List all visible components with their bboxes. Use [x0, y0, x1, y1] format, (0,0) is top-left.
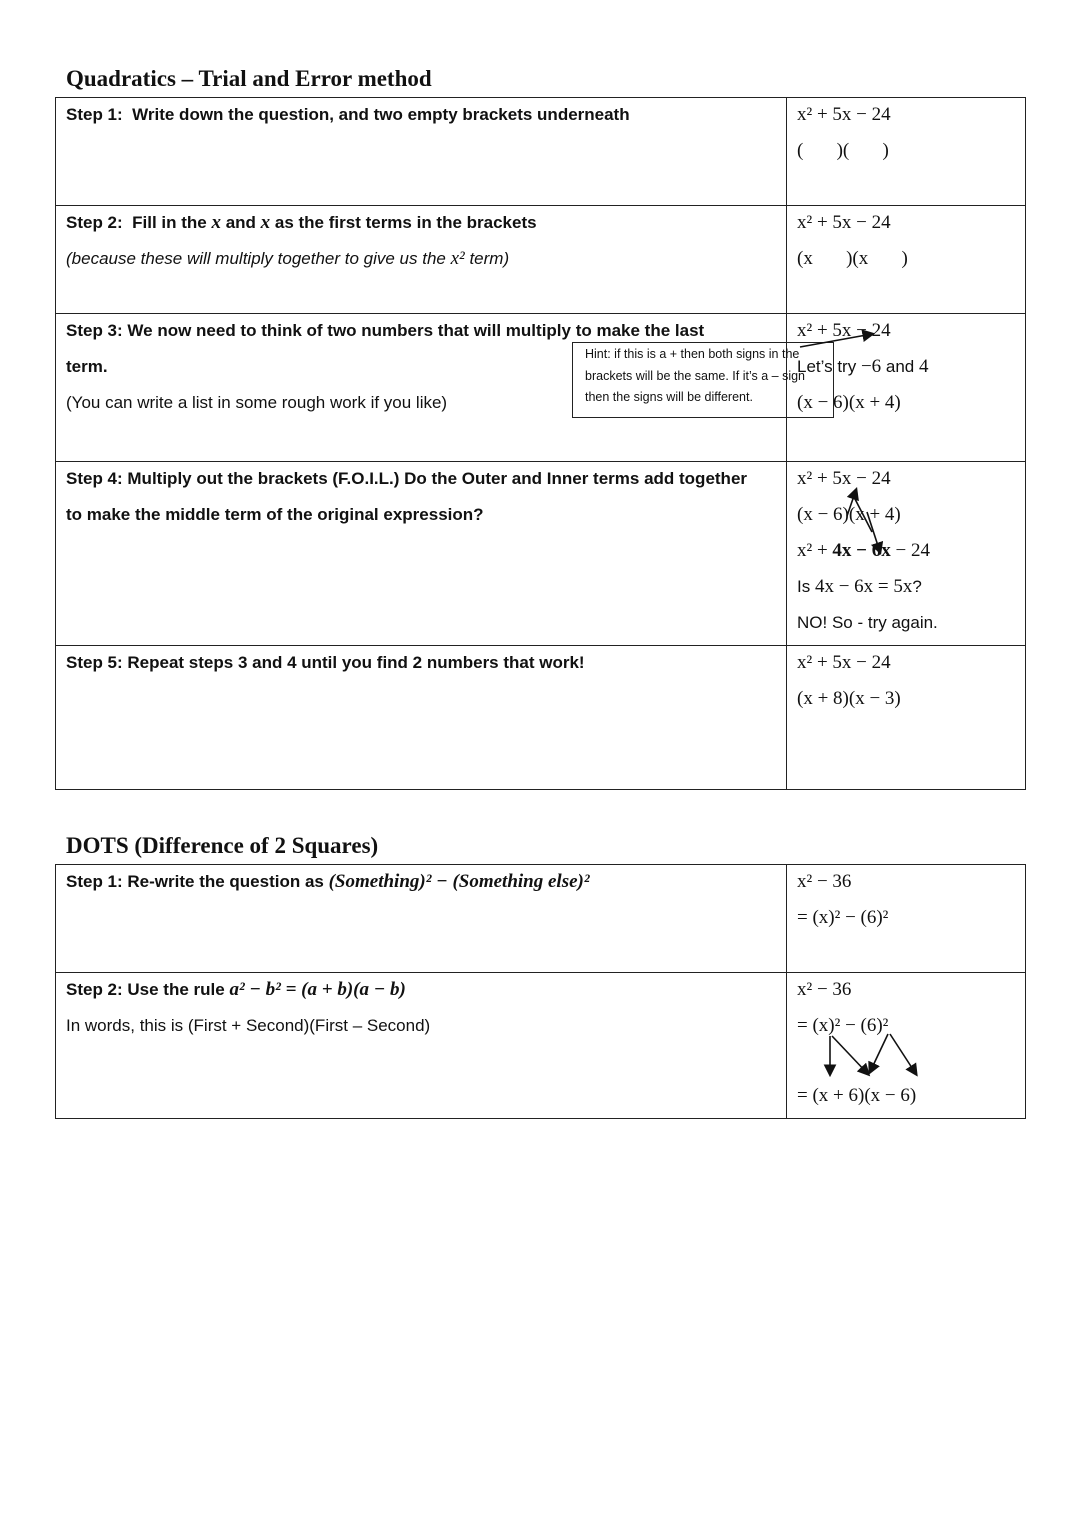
dots-step2-factored: = (x + 6)(x − 6)	[797, 1085, 917, 1106]
quad-step4-verdict: NO! So - try again.	[797, 613, 938, 632]
quad-step1-row	[56, 98, 1026, 206]
quad-step4-row	[56, 462, 1026, 646]
quad-step2-brackets: (x )(x )	[797, 248, 908, 269]
quad-step3-try-a: −6	[860, 356, 882, 377]
quad-step5-factored: (x + 8)(x − 3)	[797, 688, 901, 709]
dots-step2-label: Step 2: Use the rule	[66, 980, 230, 999]
quad-step1-brackets: ( )( )	[797, 140, 889, 161]
quad-step4-expr: x² + 5x − 24	[797, 468, 891, 489]
quad-step1-text	[66, 102, 776, 138]
quad-step3-expr: x² + 5x − 24	[797, 320, 891, 341]
quad-step2-post: as the first terms in the brackets	[270, 213, 537, 232]
quad-step2-expr: x² + 5x − 24	[797, 212, 891, 233]
dots-step2-question: x² − 36	[797, 979, 852, 1000]
quad-step4-check-post: ?	[912, 577, 922, 596]
quad-step2-label: Step 2:	[66, 213, 123, 232]
dots-step2-rewritten: = (x)² − (6)²	[797, 1015, 889, 1036]
hint-box: Hint: if this is a + then both signs in the brackets will be the same. If it’s a – sign then the signs will be different.	[572, 342, 834, 418]
quad-step4-check-math: 4x − 6x = 5x	[814, 576, 913, 597]
quad-step4-line1: Step 4: Multiply out the brackets (F.O.I.L.) Do the Outer and Inner terms add together	[66, 469, 748, 488]
quadratics-title: Quadratics – Trial and Error method	[66, 66, 432, 91]
dots-title: DOTS (Difference of 2 Squares)	[66, 833, 379, 858]
dots-step1-label: Step 1: Re-write the question as	[66, 872, 329, 891]
quad-step3-line1: Step 3: We now need to think of two numbers that will multiply to make the last	[66, 321, 705, 340]
dots-table	[55, 864, 1026, 1119]
quad-step2-note-post: term)	[464, 249, 510, 268]
quad-step1-instruction: Write down the question, and two empty brackets underneath	[132, 105, 630, 124]
quad-step2-var1: x	[211, 212, 221, 233]
quad-step4-exp-bold: 4x − 6x	[832, 540, 891, 561]
quad-step1-expr: x² + 5x − 24	[797, 104, 891, 125]
quad-step2-note-var: x²	[450, 248, 465, 269]
quad-step2-note	[66, 246, 776, 282]
dots-step1-text	[66, 869, 776, 905]
quad-step4-check-pre: Is	[797, 577, 815, 596]
dots-step2-words: In words, this is (First + Second)(First – Second)	[66, 1016, 431, 1035]
quad-step3-line2: term.	[66, 357, 108, 376]
quad-step3-row	[56, 314, 1026, 462]
quad-step3-try-b: 4	[918, 356, 929, 377]
dots-step1-rewritten: = (x)² − (6)²	[797, 907, 889, 928]
quad-step2-text	[66, 210, 776, 246]
quad-step4-expanded	[797, 537, 1015, 573]
quad-step3-try-mid: and	[881, 357, 919, 376]
quad-step1-label: Step 1:	[66, 105, 123, 124]
quad-step4-check	[797, 573, 1015, 609]
quad-step2-mid: and	[220, 213, 261, 232]
dots-step2-rule: a² − b² = (a + b)(a − b)	[229, 979, 406, 1000]
quad-step3-try	[797, 353, 1015, 389]
quad-step3-factored: (x − 6)(x + 4)	[797, 392, 901, 413]
quad-step2-var2: x	[260, 212, 271, 233]
dots-step2-row	[56, 973, 1026, 1119]
dots-step1-question: x² − 36	[797, 871, 852, 892]
quadratics-table	[55, 97, 1026, 790]
quad-step2-note-pre: (because these will multiply together to give us the	[66, 249, 451, 268]
quad-step4-exp-pre: x² +	[797, 540, 833, 561]
dots-step1-expr: (Something)² − (Something else)²	[328, 871, 590, 892]
quad-step2-pre: Fill in the	[132, 213, 212, 232]
quad-step4-line2: to make the middle term of the original expression?	[66, 505, 484, 524]
quad-step3-line3: (You can write a list in some rough work if you like)	[66, 393, 448, 412]
dots-step2-text	[66, 977, 776, 1013]
dots-step1-row	[56, 865, 1026, 973]
quad-step5-row	[56, 646, 1026, 790]
quad-step3-try-pre: Let’s try	[797, 357, 861, 376]
quad-step5-expr: x² + 5x − 24	[797, 652, 891, 673]
quad-step4-exp-post: − 24	[890, 540, 930, 561]
dots-arrow-space	[797, 1048, 1015, 1082]
quad-step5-line1: Step 5: Repeat steps 3 and 4 until you find 2 numbers that work!	[66, 653, 585, 672]
quad-step4-factored: (x − 6)(x + 4)	[797, 504, 901, 525]
quad-step2-row	[56, 206, 1026, 314]
